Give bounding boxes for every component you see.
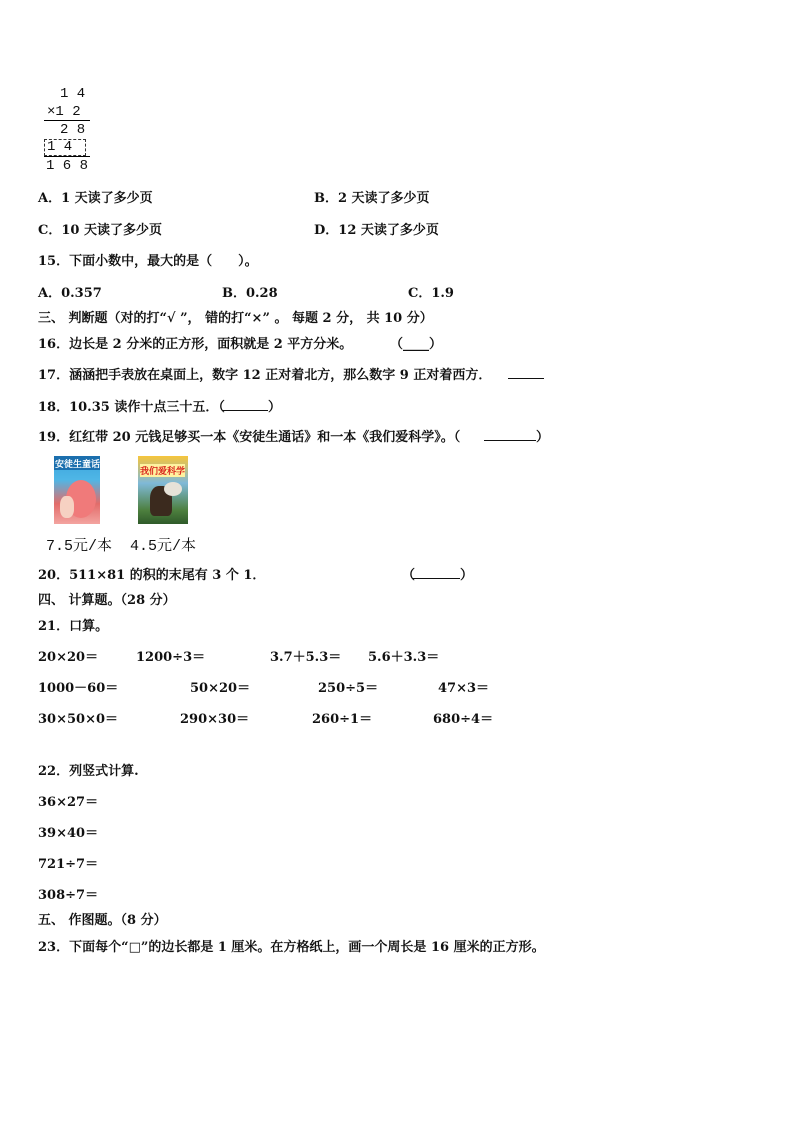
q21-stem: 21．口算。 xyxy=(38,619,109,634)
q22-item: 721÷7＝ xyxy=(38,857,99,872)
q20-text: 20．511×81 的积的末尾有 3 个 1． xyxy=(38,568,266,583)
section-5-title: 五、 作图题。（8 分） xyxy=(38,913,167,928)
q21-item: 20×20＝ xyxy=(38,650,99,665)
q15-option-a: A．0.357 xyxy=(38,286,102,301)
book1-title: 安徒生童话 xyxy=(55,460,100,470)
q14-option-d: D．12 天读了多少页 xyxy=(314,223,439,238)
q22-item: 36×27＝ xyxy=(38,795,99,810)
q16-text: 16．边长是 2 分米的正方形，面积就是 2 平方分米。 xyxy=(38,337,353,352)
q20-answer-blank[interactable] xyxy=(412,566,460,579)
q20-close-paren: ） xyxy=(460,568,474,583)
q18-close-paren: ） xyxy=(268,400,282,415)
calc-row-4: 1 4 xyxy=(47,139,73,155)
book-cover-andersen xyxy=(54,456,100,524)
q21-item: 290×30＝ xyxy=(180,712,250,727)
q23-text: 23．下面每个“□”的边长都是 1 厘米。在方格纸上，画一个周长是 16 厘米的正方形。 xyxy=(38,940,545,955)
q22-item: 39×40＝ xyxy=(38,826,99,841)
q15-stem: 15．下面小数中，最大的是（ ）。 xyxy=(38,254,258,269)
q21-item: 47×3＝ xyxy=(438,681,490,696)
calc-line-2 xyxy=(44,156,90,157)
q21-item: 5.6＋3.3＝ xyxy=(368,650,440,665)
q21-item: 1000－60＝ xyxy=(38,681,119,696)
q19-answer-blank[interactable] xyxy=(484,428,536,441)
q21-item: 250÷5＝ xyxy=(318,681,379,696)
calc-row-2: ×1 2 xyxy=(47,104,81,120)
calc-row-5: 1 6 8 xyxy=(46,158,89,174)
q14-option-b: B．2 天读了多少页 xyxy=(314,191,430,206)
book2-price: 4.5元/本 xyxy=(130,538,197,555)
q21-item: 3.7＋5.3＝ xyxy=(270,650,342,665)
q21-item: 50×20＝ xyxy=(190,681,251,696)
section-3-title: 三、 判断题（对的打“√ ”， 错的打“×” 。 每题 2 分， 共 10 分） xyxy=(38,311,433,326)
q19-close-paren: ） xyxy=(536,430,550,445)
q21-item: 260÷1＝ xyxy=(312,712,373,727)
q14-option-a: A．1 天读了多少页 xyxy=(38,191,153,206)
q17-text: 17．涵涵把手表放在桌面上，数字 12 正对着北方，那么数字 9 正对着西方． xyxy=(38,368,492,383)
book1-price: 7.5元/本 xyxy=(46,538,113,555)
q22-item: 308÷7＝ xyxy=(38,888,99,903)
q21-item: 30×50×0＝ xyxy=(38,712,119,727)
q15-option-b: B．0.28 xyxy=(222,286,278,301)
book2-title: 我们爱科学 xyxy=(140,464,185,477)
q20-open-paren: （ xyxy=(402,568,416,583)
calc-row-3: 2 8 xyxy=(60,122,86,138)
q14-option-c: C．10 天读了多少页 xyxy=(38,223,162,238)
book-cover-science xyxy=(138,456,188,524)
section-4-title: 四、 计算题。（28 分） xyxy=(38,593,176,608)
q15-option-c: C．1.9 xyxy=(408,286,454,301)
calc-row-1: 1 4 xyxy=(60,86,86,102)
q16-answer-blank[interactable]: （____） xyxy=(390,337,443,352)
q21-item: 1200÷3＝ xyxy=(136,650,206,665)
q18-text: 18．10.35 读作十点三十五．（ xyxy=(38,400,225,415)
q18-answer-blank[interactable] xyxy=(222,398,268,411)
q22-stem: 22．列竖式计算. xyxy=(38,764,139,779)
q19-text: 19．红红带 20 元钱足够买一本《安徒生通话》和一本《我们爱科学》。（ xyxy=(38,430,461,445)
q17-answer-blank[interactable] xyxy=(508,366,544,379)
calc-line-1 xyxy=(44,120,90,121)
q21-item: 680÷4＝ xyxy=(433,712,494,727)
